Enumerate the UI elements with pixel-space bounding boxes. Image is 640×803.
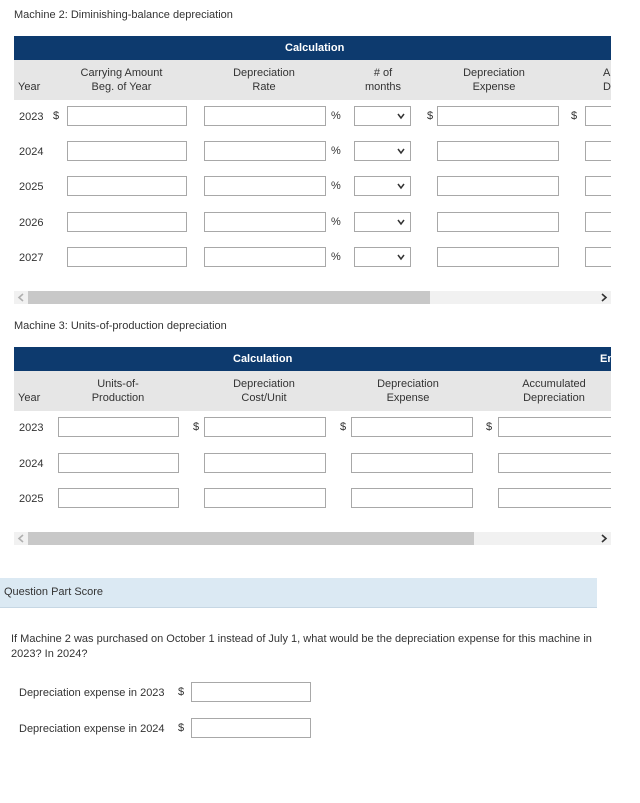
- expense-input[interactable]: [351, 488, 473, 508]
- row-year: 2024: [19, 458, 44, 470]
- machine3-scroll-thumb[interactable]: [28, 532, 474, 545]
- calculation-band-label: Calculation: [285, 42, 345, 54]
- machine3-header-row: [14, 371, 611, 411]
- header-expense: Depreciation Expense: [377, 378, 439, 404]
- accumulated-input[interactable]: [498, 417, 611, 437]
- machine2-scroll-thumb[interactable]: [28, 291, 430, 304]
- depreciation-expense-input[interactable]: [437, 141, 559, 161]
- depreciation-expense-input[interactable]: [437, 247, 559, 267]
- expense-input[interactable]: [351, 453, 473, 473]
- units-input[interactable]: [58, 488, 179, 508]
- question-text: If Machine 2 was purchased on October 1 instead of July 1, what would be the depreciation expense for this machine in 2023? In 2024?: [11, 633, 592, 660]
- depreciation-expense-input[interactable]: [437, 176, 559, 196]
- percent-symbol: %: [331, 145, 341, 157]
- accumulated-depreciation-input[interactable]: [585, 106, 611, 126]
- depreciation-rate-input[interactable]: [204, 247, 326, 267]
- depreciation-rate-input[interactable]: [204, 106, 326, 126]
- chevron-down-icon: [396, 110, 406, 122]
- expense-input[interactable]: [351, 417, 473, 437]
- header-accumulated: Accumulated Depreciation: [522, 378, 586, 404]
- header-depreciation-expense: Depreciation Expense: [463, 67, 525, 93]
- months-select[interactable]: [354, 176, 411, 196]
- calculation-band: [14, 347, 615, 371]
- chevron-down-icon: [396, 216, 406, 228]
- machine2-header-row: [14, 60, 611, 100]
- row-year: 2025: [19, 493, 44, 505]
- currency-symbol: $: [193, 421, 200, 433]
- label-2023: Depreciation expense in 2023: [19, 687, 165, 699]
- band-partial-label: En: [600, 353, 615, 365]
- row-year: 2024: [19, 146, 44, 158]
- months-select[interactable]: [354, 212, 411, 232]
- accumulated-depreciation-input[interactable]: [585, 176, 611, 196]
- units-input[interactable]: [58, 453, 179, 473]
- header-months: # of months: [364, 67, 402, 93]
- label-2024: Depreciation expense in 2024: [19, 723, 165, 735]
- header-depreciation-rate: Depreciation Rate: [233, 67, 295, 93]
- carrying-amount-input[interactable]: [67, 141, 187, 161]
- machine2-scrollbar[interactable]: [14, 291, 611, 304]
- units-input[interactable]: [58, 417, 179, 437]
- currency-symbol: $: [486, 421, 493, 433]
- header-cost-unit: Depreciation Cost/Unit: [233, 378, 295, 404]
- chevron-down-icon: [396, 145, 406, 157]
- accumulated-depreciation-input[interactable]: [585, 247, 611, 267]
- currency-symbol: $: [571, 110, 578, 122]
- row-year: 2027: [19, 252, 44, 264]
- percent-symbol: %: [331, 251, 341, 263]
- header-partial-column: A D: [603, 67, 611, 93]
- machine3-scrollbar[interactable]: [14, 532, 611, 545]
- percent-symbol: %: [331, 216, 341, 228]
- scroll-right-icon[interactable]: [597, 532, 610, 545]
- scroll-right-icon[interactable]: [597, 291, 610, 304]
- percent-symbol: %: [331, 180, 341, 192]
- depreciation-rate-input[interactable]: [204, 212, 326, 232]
- machine2-title: Machine 2: Diminishing-balance depreciation: [14, 9, 233, 21]
- calculation-band-label: Calculation: [233, 353, 293, 365]
- carrying-amount-input[interactable]: [67, 176, 187, 196]
- accumulated-depreciation-input[interactable]: [585, 212, 611, 232]
- header-year: Year: [18, 81, 41, 93]
- cost-unit-input[interactable]: [204, 417, 326, 437]
- row-year: 2023: [19, 422, 44, 434]
- carrying-amount-input[interactable]: [67, 247, 187, 267]
- percent-symbol: %: [331, 110, 341, 122]
- machine3-table: [14, 347, 615, 417]
- carrying-amount-input[interactable]: [67, 212, 187, 232]
- machine3-title: Machine 3: Units-of-production depreciation: [14, 320, 227, 332]
- question-part-score-label: Question Part Score: [4, 586, 104, 598]
- depreciation-2024-input[interactable]: [191, 718, 311, 738]
- currency-symbol: $: [340, 421, 347, 433]
- question-part-score-bar: [0, 578, 597, 608]
- cost-unit-input[interactable]: [204, 453, 326, 473]
- chevron-down-icon: [396, 251, 406, 263]
- currency-symbol: $: [427, 110, 434, 122]
- cost-unit-input[interactable]: [204, 488, 326, 508]
- row-year: 2023: [19, 111, 44, 123]
- currency-symbol: $: [53, 110, 60, 122]
- row-year: 2026: [19, 217, 44, 229]
- scroll-left-icon[interactable]: [14, 291, 27, 304]
- row-year: 2025: [19, 181, 44, 193]
- chevron-down-icon: [396, 180, 406, 192]
- scroll-left-icon[interactable]: [14, 532, 27, 545]
- currency-symbol: $: [178, 722, 185, 734]
- depreciation-expense-input[interactable]: [437, 106, 559, 126]
- currency-symbol: $: [178, 686, 185, 698]
- header-year: Year: [18, 392, 41, 404]
- accumulated-depreciation-input[interactable]: [585, 141, 611, 161]
- depreciation-rate-input[interactable]: [204, 141, 326, 161]
- depreciation-2023-input[interactable]: [191, 682, 311, 702]
- months-select[interactable]: [354, 247, 411, 267]
- accumulated-input[interactable]: [498, 488, 611, 508]
- calculation-band: [14, 36, 611, 60]
- depreciation-rate-input[interactable]: [204, 176, 326, 196]
- depreciation-expense-input[interactable]: [437, 212, 559, 232]
- months-select[interactable]: [354, 106, 411, 126]
- header-units: Units-of- Production: [91, 378, 145, 404]
- carrying-amount-input[interactable]: [67, 106, 187, 126]
- accumulated-input[interactable]: [498, 453, 611, 473]
- months-select[interactable]: [354, 141, 411, 161]
- header-carrying-amount: Carrying Amount Beg. of Year: [80, 67, 163, 93]
